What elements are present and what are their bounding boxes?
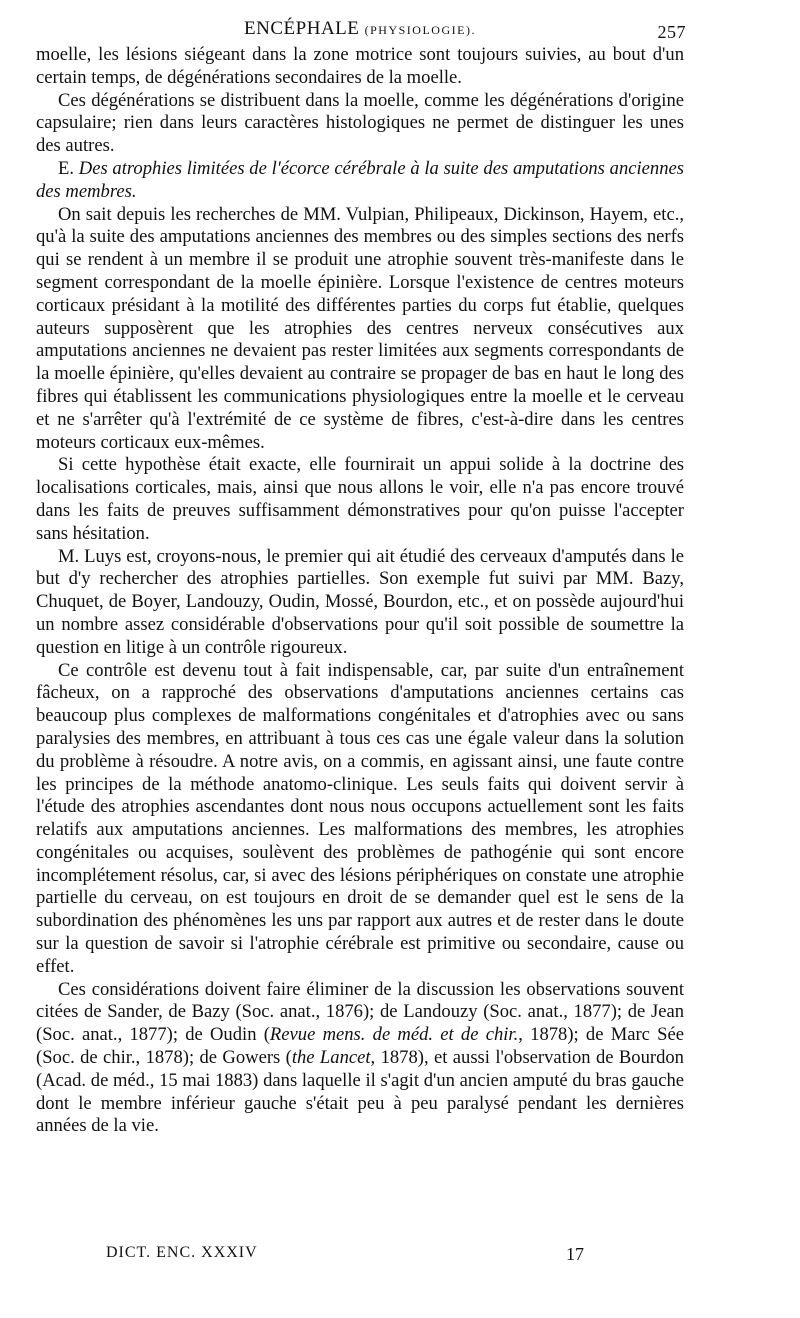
text-run: , 1878), et aussi l'observation de Bourdon (Acad. de méd., 15 mai 1883) dans laquelle il s'agit d'un ancien amputé du bras gauche dont le membre inférieur gauche s'était peu à peu paralysé pendant les dernières années de la vie. bbox=[36, 1047, 684, 1137]
signature-mark: 17 bbox=[566, 1244, 584, 1264]
paragraph: Ces dégénérations se distribuent dans la moelle, comme les dégénérations d'origine capsulaire; rien dans leurs caractères histologiques ne permet de distinguer les unes des autres. bbox=[36, 89, 684, 157]
body-text bbox=[36, 44, 684, 1138]
page-number: 257 bbox=[657, 22, 686, 42]
page-header bbox=[36, 14, 684, 44]
document-page bbox=[36, 14, 684, 1138]
paragraph bbox=[36, 979, 684, 1139]
text-run: Ces considérations doivent faire éliminer de la discussion les observations souvent citées de Sander, de Bazy (Soc. anat., 1876); de Landouzy (Soc. anat., 1877); de Jean (Soc. anat., 1877); de Oudin ( bbox=[36, 978, 684, 1046]
paragraph: M. Luys est, croyons-nous, le premier qui ait étudié des cerveaux d'amputés dans le but d'y rechercher des atrophies partielles. Son exemple fut suivi par MM. Bazy, Chuquet, de Boyer, Landouzy, Oudin, Mossé, Bourdon, etc., et on possède aujourd'hui un nombre assez considérable d'observations pour qu'il soit possible de soumettre la question en litige à un contrôle rigoureux. bbox=[36, 545, 684, 658]
section-label: E. bbox=[58, 157, 75, 179]
running-head-title: ENCÉPHALE bbox=[244, 18, 360, 39]
printer-signature: DICT. ENC. XXXIV bbox=[106, 1244, 258, 1261]
text-run: , 1878); de Marc Sée (Soc. de chir., 1878); de Gowers ( bbox=[36, 1024, 685, 1069]
citation-title: Revue mens. de méd. et de chir. bbox=[269, 1024, 519, 1046]
running-head bbox=[36, 18, 684, 40]
page-footer bbox=[36, 1244, 596, 1274]
paragraph: On sait depuis les recherches de MM. Vulpian, Philipeaux, Dickinson, Hayem, etc., qu'à la suite des amputations anciennes des membres ou des simples sections des nerfs qui se rendent à un membre il se produit une atrophie souvent très-manifeste dans le segment correspondant de la moelle épinière. Lorsque l'existence de centres moteurs corticaux présidant à la motilité des différentes parties du corps fut établie, quelques auteurs supposèrent que les atrophies des centres nerveux consécutives aux amputations anciennes ne devaient pas rester limitées aux segments correspondants de la moelle épinière, qu'elles devaient au contraire se propager de bas en haut le long des fibres qui établissent les communications physiologiques entre la moelle et le cerveau et ne s'arrêter qu'à l'extrémité de ce système de fibres, c'est-à-dire dans les centres moteurs corticaux eux-mêmes. bbox=[36, 203, 684, 453]
citation-title: the Lancet bbox=[291, 1047, 371, 1069]
paragraph: Si cette hypothèse était exacte, elle fournirait un appui solide à la doctrine des localisations corticales, mais, ainsi que nous allons le voir, elle n'a pas encore trouvé dans les faits de preuves suffisamment démonstratives pour qu'on puisse l'accepter sans hésitation. bbox=[36, 454, 684, 544]
running-head-subtitle: (PHYSIOLOGIE). bbox=[364, 23, 476, 37]
paragraph: moelle, les lésions siégeant dans la zone motrice sont toujours suivies, au bout d'un certain temps, de dégénérations secondaires de la moelle. bbox=[36, 44, 684, 88]
paragraph: Ce contrôle est devenu tout à fait indispensable, car, par suite d'un entraînement fâcheux, on a rapproché des observations d'amputations anciennes certains cas beaucoup plus complexes de malformations congénitales et d'atrophies avec ou sans paralysies des membres, en attribuant à tous ces cas une égale valeur dans la solution du problème à résoudre. A notre avis, on a commis, en agissant ainsi, une faute contre les principes de la méthode anatomo-clinique. Les seuls faits qui doivent servir à l'étude des atrophies ascendantes dont nous nous occupons actuellement sont les faits relatifs aux amputations anciennes. Les malformations des membres, les atrophies congénitales ou acquises, soulèvent des problèmes de pathogénie qui sont encore incomplétement résolus, car, si avec des lésions périphériques on constate une atrophie partielle du cerveau, on est toujours en droit de se demander quel est le sens de la subordination des phénomènes les uns par rapport aux autres et de rester dans le doute sur la question de savoir si l'atrophie cérébrale est primitive ou secondaire, cause ou effet. bbox=[36, 659, 684, 977]
section-title: Des atrophies limitées de l'écorce cérébrale à la suite des amputations anciennes des membres. bbox=[36, 157, 684, 202]
section-heading bbox=[36, 158, 684, 204]
